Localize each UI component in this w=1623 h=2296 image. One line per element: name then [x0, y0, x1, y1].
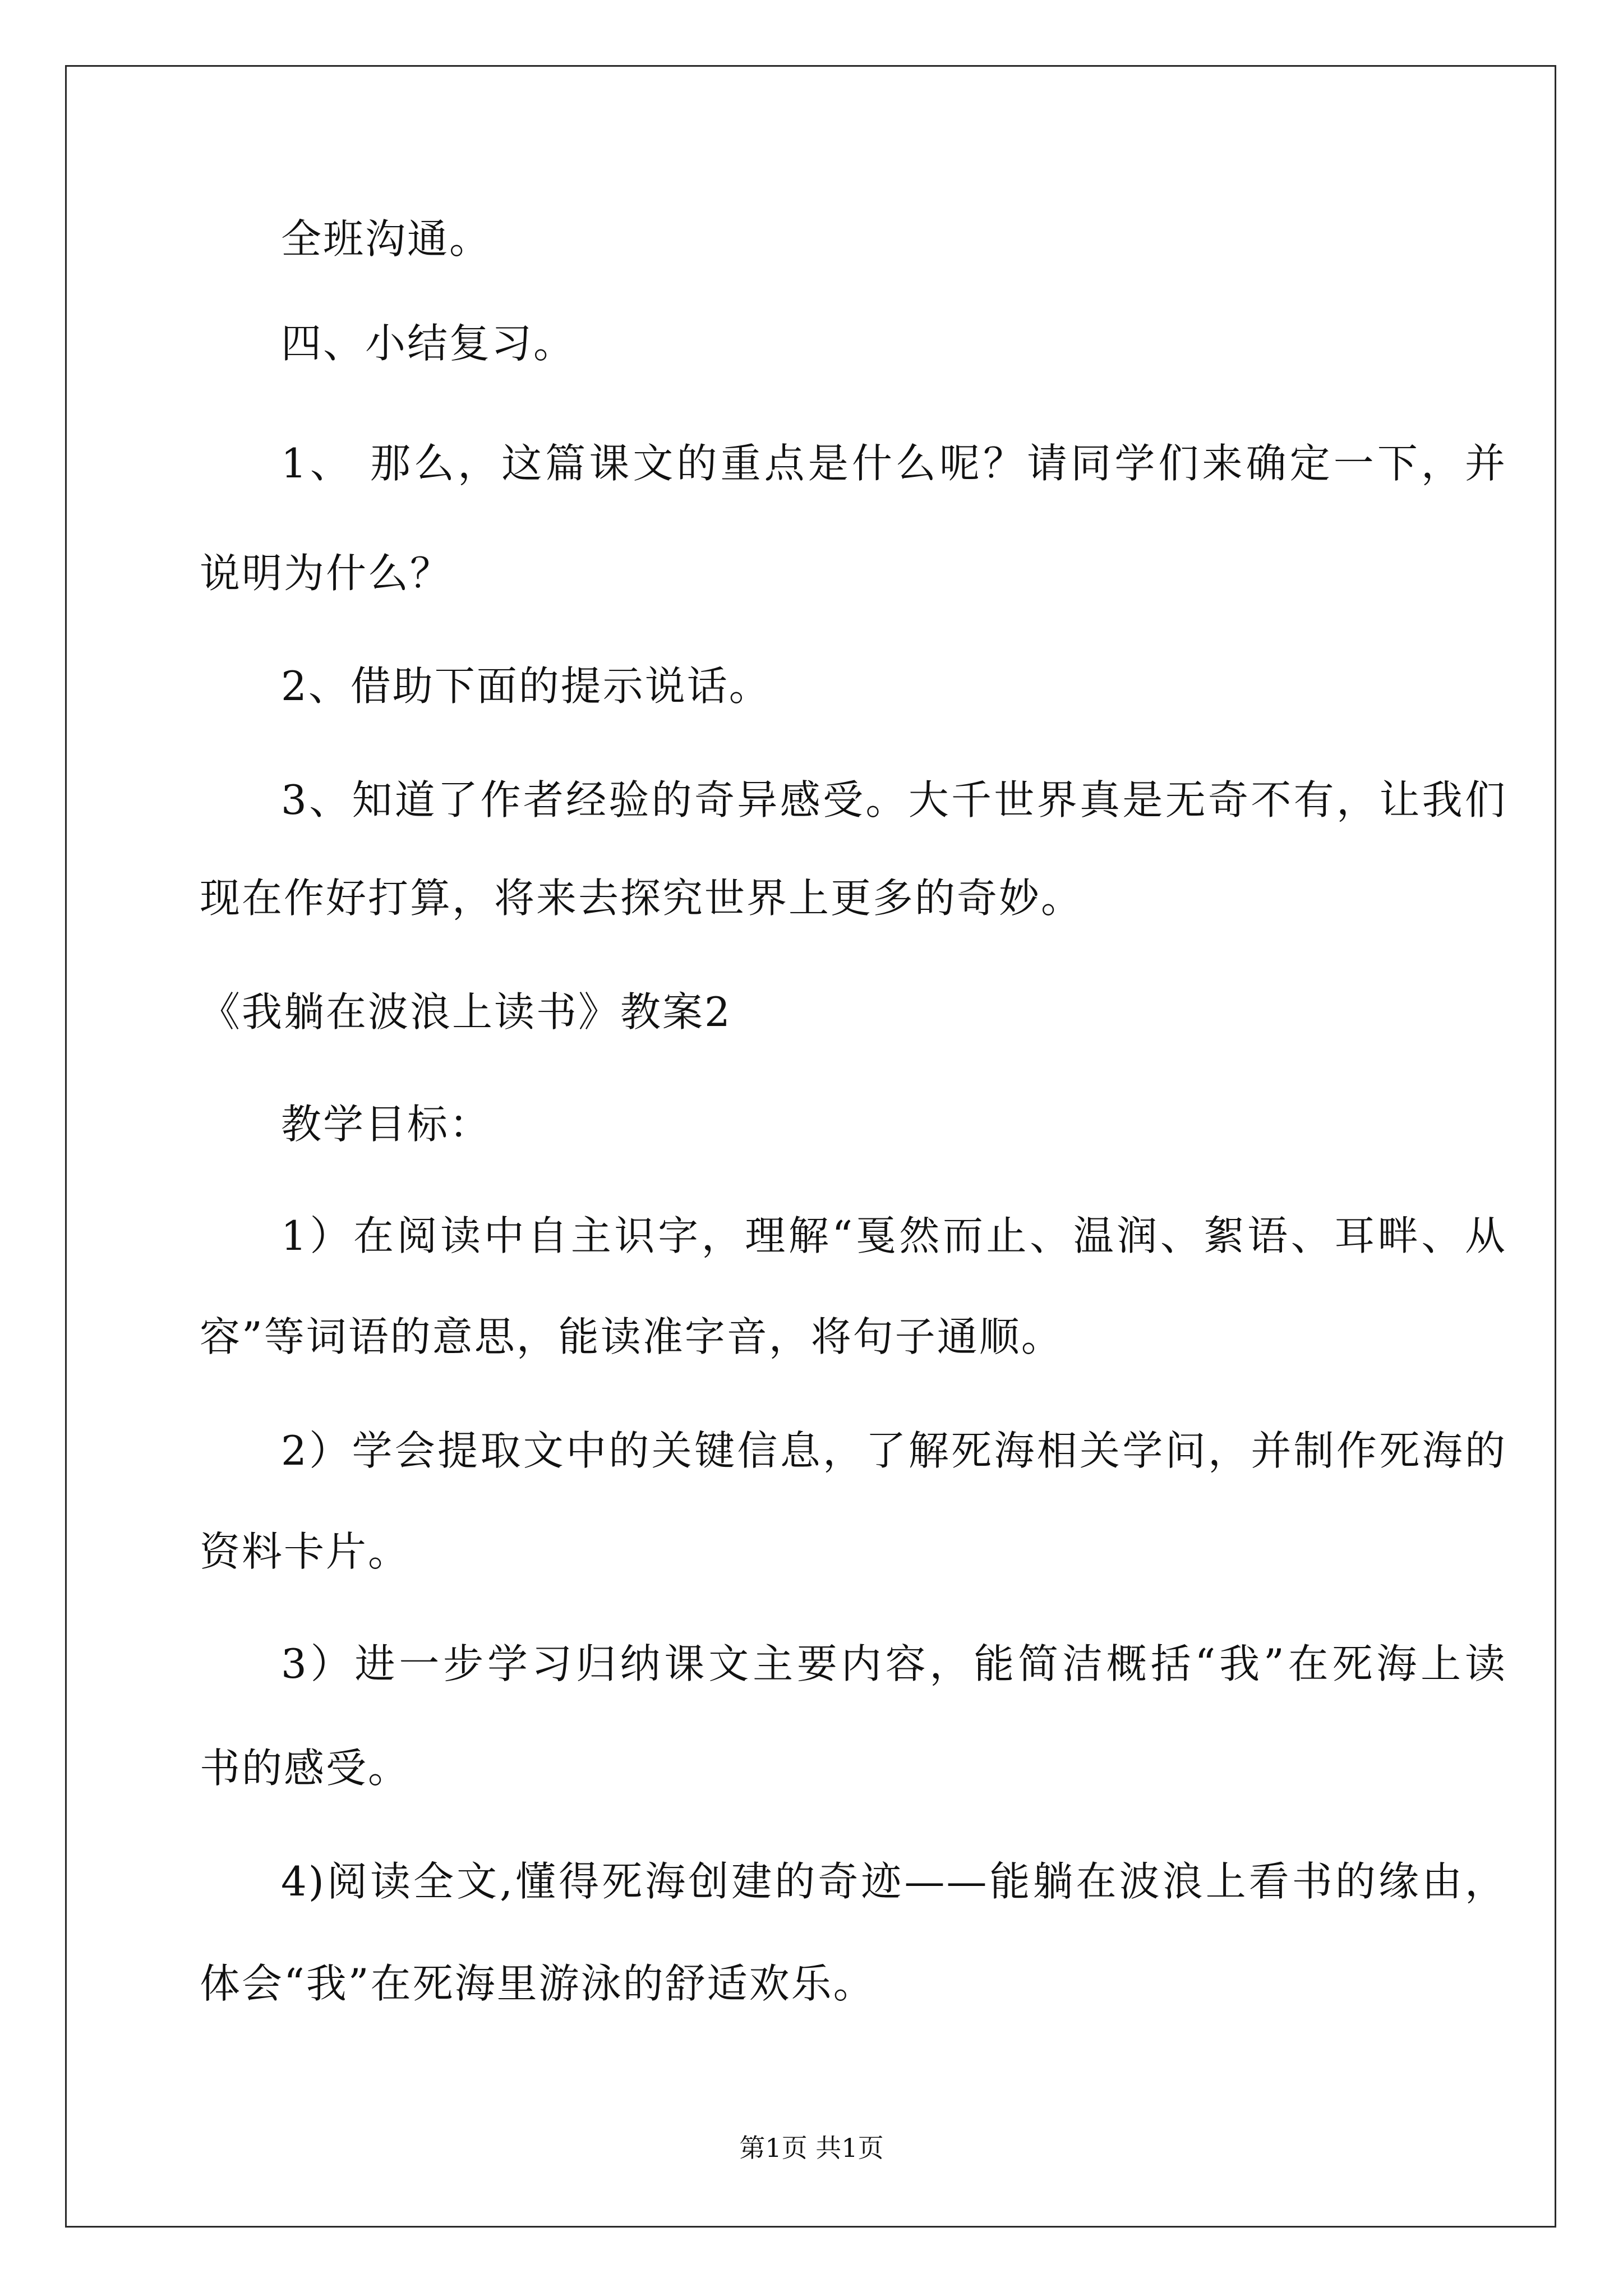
text-line: 4)阅读全文,懂得死海创建的奇迹——能躺在波浪上看书的缘由， [281, 1858, 1507, 1905]
text-line: 全班沟通。 [281, 215, 492, 263]
text-line: 容”等词语的意思，能读准字音，将句子通顺。 [200, 1313, 1063, 1360]
text-line: 现在作好打算，将来去探究世界上更多的奇妙。 [200, 875, 1083, 922]
text-line: 资料卡片。 [200, 1528, 411, 1575]
text-line: 1）在阅读中自主识字，理解“戛然而止、温润、絮语、耳畔、从 [281, 1212, 1507, 1259]
text-line: 书的感受。 [200, 1745, 411, 1792]
text-line: 2、借助下面的提示说话。 [281, 662, 771, 710]
text-line: 说明为什么？ [200, 550, 453, 597]
page-footer: 第1页 共1页 [739, 2133, 884, 2163]
text-line: 2）学会提取文中的关键信息，了解死海相关学问，并制作死海的 [281, 1427, 1507, 1474]
text-line: 3）进一步学习归纳课文主要内容，能简洁概括“我”在死海上读 [281, 1640, 1507, 1687]
section-heading: 四、小结复习。 [281, 320, 576, 367]
section-title: 《我躺在波浪上读书》教案2 [200, 988, 732, 1036]
text-line: 1、 那么，这篇课文的重点是什么呢？请同学们来确定一下，并 [281, 440, 1507, 487]
text-line: 体会“我”在死海里游泳的舒适欢乐。 [200, 1960, 875, 2007]
section-heading: 教学目标： [281, 1101, 492, 1148]
text-line: 3、知道了作者经验的奇异感受。大千世界真是无奇不有，让我们 [281, 776, 1507, 823]
